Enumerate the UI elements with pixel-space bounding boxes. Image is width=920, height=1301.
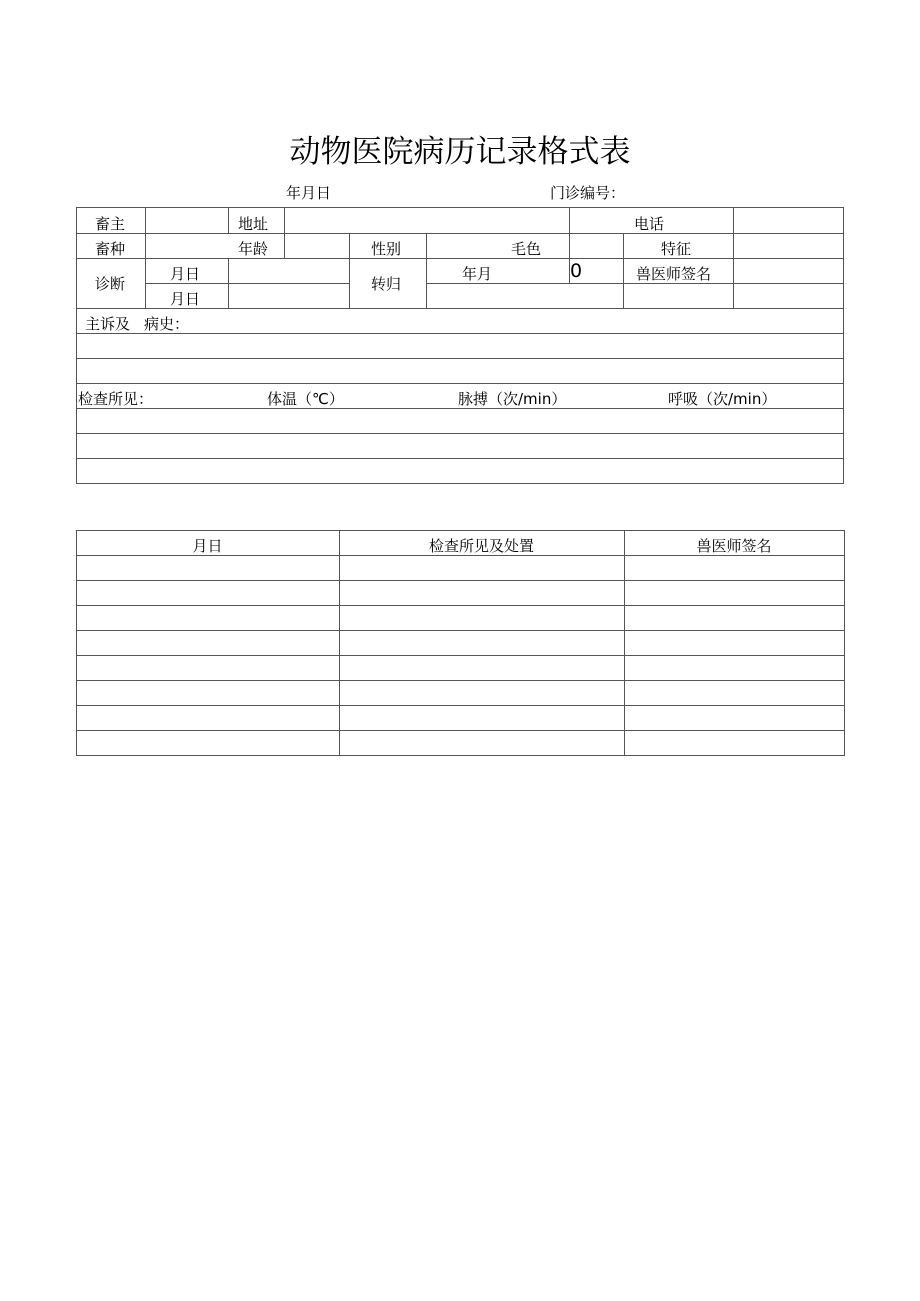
form-line [733,207,734,233]
column-header-date: 月日 [192,537,223,555]
column-header-findings: 检查所见及处置 [428,537,534,555]
pulse-label: 脉搏（次/min） [458,390,567,408]
form-line [623,233,624,258]
form-line [145,233,146,258]
form-line [284,207,285,233]
form-line [426,283,844,284]
table-line [339,530,340,756]
history-label: 病史： [144,315,190,333]
respiration-label: 呼吸（次/min） [668,390,777,408]
form-line [76,233,844,234]
form-line [733,258,734,308]
form-line [76,258,844,259]
exam-label: 检查所见： [78,390,154,408]
form-line [228,258,229,308]
form-line [76,483,844,484]
owner-label: 畜主 [95,215,126,233]
table-line [76,655,845,656]
form-line [843,207,844,484]
page-title: 动物医院病历记录格式表 [289,134,631,170]
date-label: 年月日 [286,184,332,202]
feature-label: 特征 [661,240,692,258]
table-line [76,530,77,756]
form-line [145,283,349,284]
form-line [349,258,350,308]
sex-label: 性别 [371,240,402,258]
form-line [76,308,844,309]
phone-label: 电话 [634,215,665,233]
table-line [76,555,845,556]
table-line [76,755,845,756]
table-line [76,705,845,706]
diagnosis-date-1: 月日 [170,265,201,283]
form-line [76,433,844,434]
table-line [76,730,845,731]
form-line [623,258,624,308]
form-line [76,207,77,484]
form-line [76,358,844,359]
color-label: 毛色 [511,240,542,258]
table-line [76,680,845,681]
form-line [76,458,844,459]
outcome-zero: 0 [570,260,583,282]
diagnosis-date-2: 月日 [170,290,201,308]
form-line [569,207,570,233]
temperature-label: 体温（℃） [267,390,344,408]
diagnosis-label: 诊断 [95,275,126,293]
form-line [349,233,350,258]
form-line [76,383,844,384]
outcome-date: 年月 [462,265,493,283]
form-line [145,207,146,233]
clinic-number-label: 门诊编号： [550,184,626,202]
table-line [844,530,845,756]
address-label: 地址 [238,215,269,233]
outcome-label: 转归 [371,275,402,293]
form-line [76,207,844,208]
form-line [76,333,844,334]
age-label: 年龄 [238,240,269,258]
table-line [76,605,845,606]
form-line [284,233,285,258]
table-line [76,630,845,631]
form-line [76,408,844,409]
table-line [624,530,625,756]
table-line [76,580,845,581]
breed-label: 畜种 [95,240,126,258]
form-line [426,258,427,308]
form-line [733,233,734,258]
table-line [76,530,845,531]
complaint-label: 主诉及 [85,315,131,333]
form-line [145,258,146,308]
form-line [228,207,229,233]
column-header-vet-sign: 兽医师签名 [696,537,772,555]
vet-sign-label: 兽医师签名 [636,265,712,283]
form-line [426,233,427,258]
form-line [569,233,570,258]
